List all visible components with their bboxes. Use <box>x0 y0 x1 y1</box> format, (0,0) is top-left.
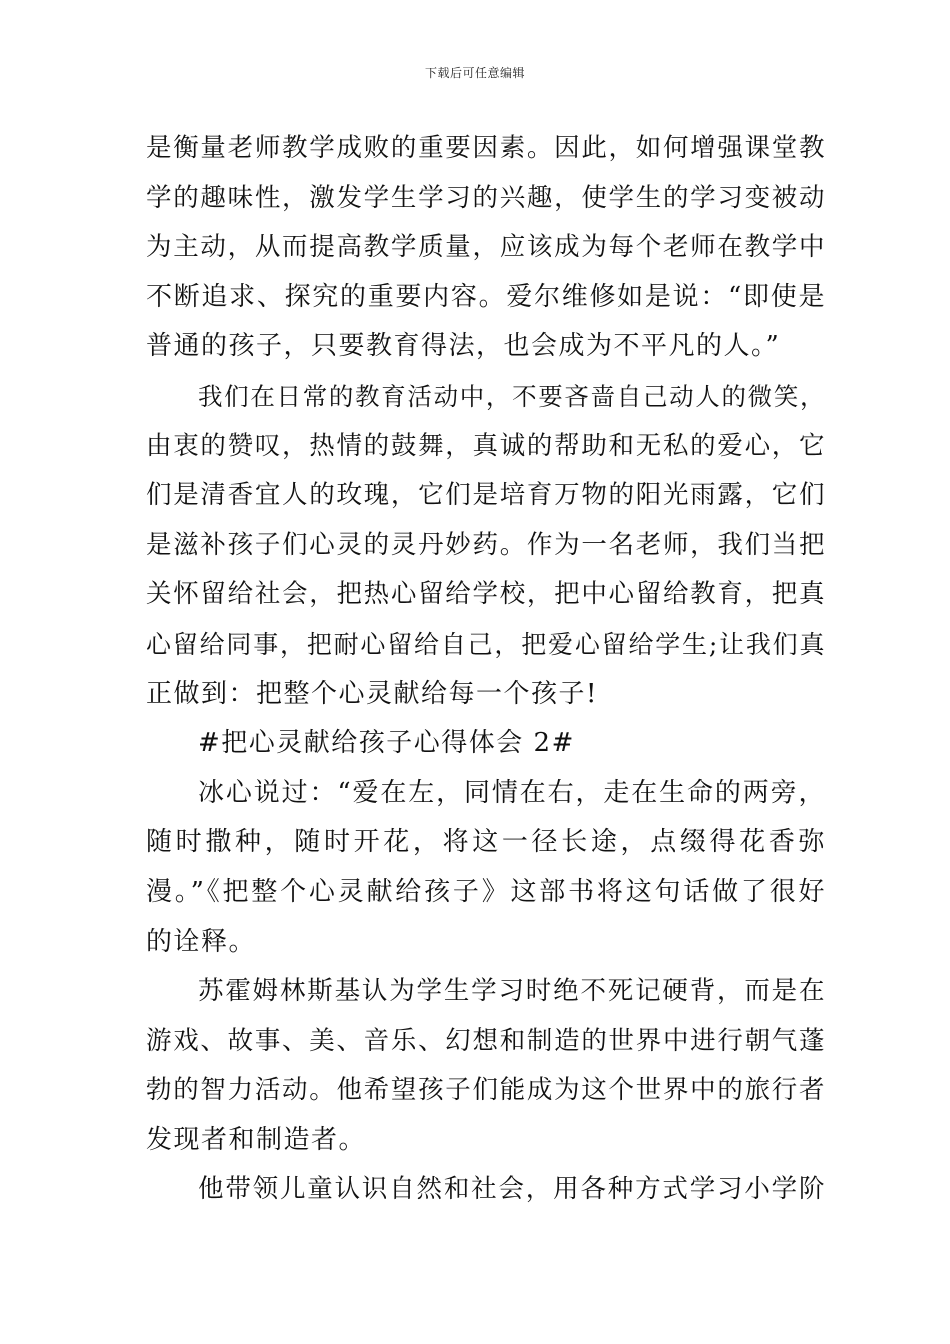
text-line: 为主动，从而提高教学质量，应该成为每个老师在教学中 <box>146 232 826 263</box>
text-line: 们是清香宜人的玫瑰，它们是培育万物的阳光雨露，它们 <box>146 480 826 511</box>
document-body <box>146 124 826 1215</box>
text-line: 关怀留给社会，把热心留给学校，把中心留给教育，把真 <box>146 579 826 610</box>
text-line: 正做到：把整个心灵献给每一个孩子! <box>146 678 598 709</box>
text-line: #把心灵献给孩子心得体会 2# <box>198 728 575 759</box>
text-line: 的诠释。 <box>146 926 257 957</box>
text-line: 发现者和制造者。 <box>146 1124 367 1155</box>
text-line: 心留给同事，把耐心留给自己，把爱心留给学生;让我们真 <box>146 629 826 659</box>
text-line: 学的趣味性，激发学生学习的兴趣，使学生的学习变被动 <box>146 182 826 213</box>
text-line: 漫。”《把整个心灵献给孩子》这部书将这句话做了很好 <box>146 876 826 907</box>
text-line: 由衷的赞叹，热情的鼓舞，真诚的帮助和无私的爱心，它 <box>146 430 826 461</box>
text-line: 我们在日常的教育活动中，不要吝啬自己动人的微笑， <box>198 381 826 411</box>
text-line: 游戏、故事、美、音乐、幻想和制造的世界中进行朝气蓬 <box>146 1025 826 1056</box>
page-header: 下载后可任意编辑 <box>424 66 525 80</box>
text-line: 冰心说过：“爱在左，同情在右，走在生命的两旁， <box>198 777 826 808</box>
text-line: 是滋补孩子们心灵的灵丹妙药。作为一名老师，我们当把 <box>146 529 826 560</box>
text-line: 他带领儿童认识自然和社会，用各种方式学习小学阶 <box>198 1174 826 1205</box>
text-line: 苏霍姆林斯基认为学生学习时绝不死记硬背，而是在 <box>198 976 826 1007</box>
text-line: 随时撒种，随时开花，将这一径长途，点缀得花香弥 <box>146 827 826 858</box>
text-line: 普通的孩子，只要教育得法，也会成为不平凡的人。” <box>146 331 781 362</box>
text-line: 是衡量老师教学成败的重要因素。因此，如何增强课堂教 <box>146 133 826 163</box>
text-line: 不断追求、探究的重要内容。爱尔维修如是说：“即使是 <box>146 281 826 312</box>
text-line: 勃的智力活动。他希望孩子们能成为这个世界中的旅行者 <box>146 1075 826 1106</box>
